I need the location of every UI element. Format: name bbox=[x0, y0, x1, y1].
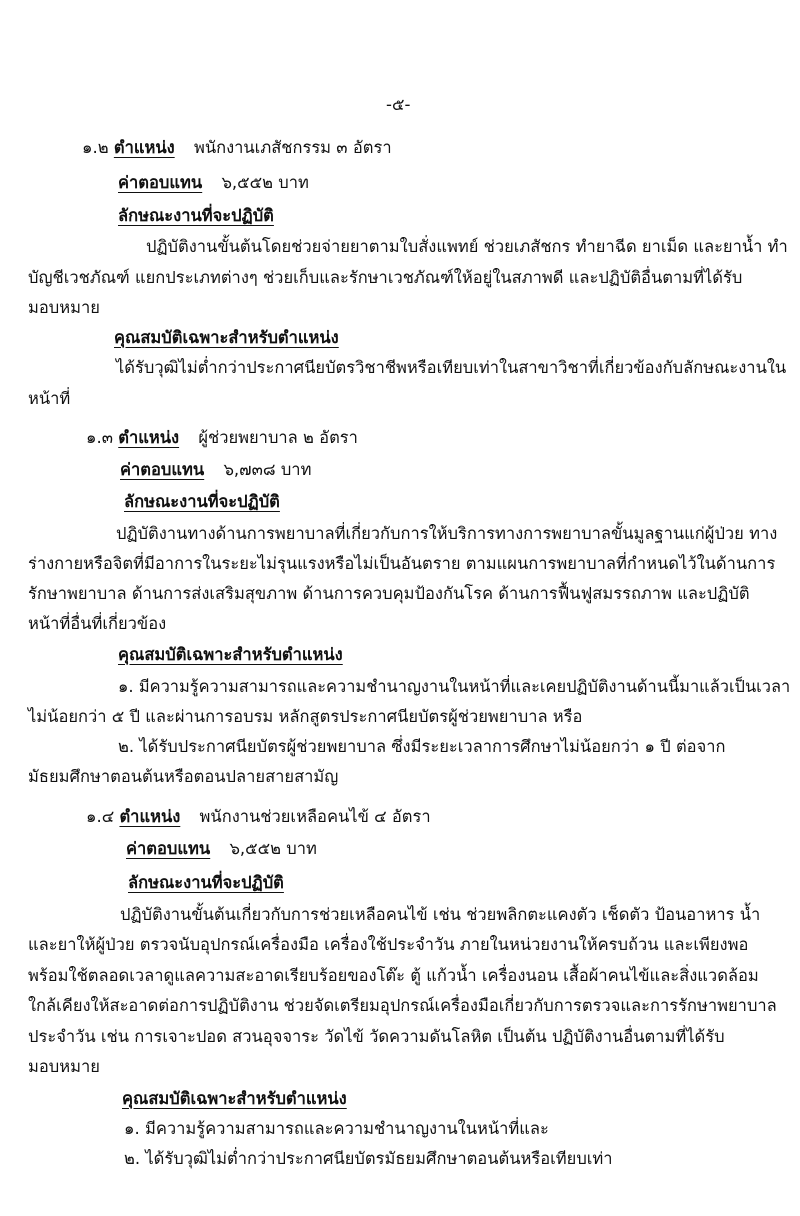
duties-line: ปฏิบัติงานขั้นต้นโดยช่วยจ่ายยาตามใบสั่งแพทย์ ช่วยเภสัชกร ทำยาฉีด ยาเม็ด และยาน้ำ ทำ bbox=[146, 237, 788, 256]
qualification-line: ๑. มีความรู้ความสามารถและความชำนาญงานในหน้าที่และ bbox=[124, 1119, 549, 1138]
duties-line: มอบหมาย bbox=[28, 298, 100, 317]
duties-line: หน้าที่อื่นที่เกี่ยวข้อง bbox=[28, 614, 167, 633]
section-number: ๑.๔ bbox=[86, 807, 115, 826]
duties-line: รักษาพยาบาล ด้านการส่งเสริมสุขภาพ ด้านการควบคุมป้องกันโรค ด้านการฟื้นฟูสมรรถภาพ และปฏิบัติ bbox=[28, 584, 750, 603]
duties-line: ปฏิบัติงานขั้นต้นเกี่ยวกับการช่วยเหลือคนไข้ เช่น ช่วยพลิกตะแคงตัว เช็ดตัว ป้อนอาหาร น้ำ bbox=[120, 905, 761, 924]
duties-line: พร้อมใช้ตลอดเวลาดูแลความสะอาดเรียบร้อยของโต๊ะ ตู้ แก้วน้ำ เครื่องนอน เสื้อผ้าคนไข้และสิ่งแวดล้อม bbox=[28, 966, 759, 985]
qualifications-heading: คุณสมบัติเฉพาะสำหรับตำแหน่ง bbox=[114, 328, 339, 347]
qualifications-heading: คุณสมบัติเฉพาะสำหรับตำแหน่ง bbox=[118, 645, 343, 664]
qualification-line: ๑. มีความรู้ความสามารถและความชำนาญงานในหน้าที่และเคยปฏิบัติงานด้านนี้มาแล้วเป็นเวลา bbox=[118, 677, 791, 696]
pay-value: ๖,๗๓๘ บาท bbox=[223, 460, 312, 479]
section-number: ๑.๓ bbox=[86, 428, 113, 447]
position-value: พนักงานช่วยเหลือคนไข้ ๔ อัตรา bbox=[199, 807, 431, 826]
section-1-4-pay bbox=[126, 838, 317, 860]
duties-heading: ลักษณะงานที่จะปฏิบัติ bbox=[124, 492, 280, 511]
position-value: พนักงานเภสัชกรรม ๓ อัตรา bbox=[193, 138, 392, 157]
qualifications-heading: คุณสมบัติเฉพาะสำหรับตำแหน่ง bbox=[122, 1089, 347, 1108]
qualification-line: มัธยมศึกษาตอนต้นหรือตอนปลายสายสามัญ bbox=[28, 767, 339, 786]
qualification-line: ได้รับวุฒิไม่ต่ำกว่าประกาศนียบัตรวิชาชีพหรือเทียบเท่าในสาขาวิชาที่เกี่ยวข้องกับลักษณะงานใน bbox=[116, 358, 787, 377]
duties-heading: ลักษณะงานที่จะปฏิบัติ bbox=[128, 873, 284, 892]
pay-value: ๖,๕๕๒ บาท bbox=[221, 173, 309, 192]
duties-line: ใกล้เคียงให้สะอาดต่อการปฏิบัติงาน ช่วยจัดเตรียมอุปกรณ์เครื่องมือเกี่ยวกับการตรวจและการรักษาพยาบาล bbox=[28, 996, 777, 1015]
duties-line: และยาให้ผู้ป่วย ตรวจนับอุปกรณ์เครื่องมือ เครื่องใช้ประจำวัน ภายในหน่วยงานให้ครบถ้วน และเพียงพอ bbox=[28, 935, 749, 954]
position-label: ตำแหน่ง bbox=[118, 428, 180, 447]
qualification-line: ๒. ได้รับวุฒิไม่ต่ำกว่าประกาศนียบัตรมัธยมศึกษาตอนต้นหรือเทียบเท่า bbox=[124, 1149, 613, 1168]
duties-line: ประจำวัน เช่น การเจาะปอด สวนอุจจาระ วัดไข้ วัดความดันโลหิต เป็นต้น ปฏิบัติงานอื่นตามที่ได้รับ bbox=[28, 1027, 725, 1046]
section-1-2-header bbox=[82, 137, 392, 159]
pay-label: ค่าตอบแทน bbox=[118, 173, 203, 192]
section-1-3-header bbox=[86, 427, 358, 449]
pay-value: ๖,๕๕๒ บาท bbox=[229, 839, 317, 858]
duties-line: มอบหมาย bbox=[28, 1057, 100, 1076]
section-1-4-header bbox=[86, 806, 431, 828]
qualification-line: หน้าที่ bbox=[28, 389, 71, 408]
pay-label: ค่าตอบแทน bbox=[126, 839, 211, 858]
duties-line: ร่างกายหรือจิตที่มีอาการในระยะไม่รุนแรงหรือไม่เป็นอันตราย ตามแผนการพยาบาลที่กำหนดไว้ในด้านการ bbox=[28, 554, 776, 573]
section-1-3-pay bbox=[120, 459, 311, 481]
duties-heading: ลักษณะงานที่จะปฏิบัติ bbox=[118, 206, 274, 225]
qualification-line: ไม่น้อยกว่า ๕ ปี และผ่านการอบรม หลักสูตรประกาศนียบัตรผู้ช่วยพยาบาล หรือ bbox=[28, 707, 583, 726]
qualification-line: ๒. ได้รับประกาศนียบัตรผู้ช่วยพยาบาล ซึ่งมีระยะเวลาการศึกษาไม่น้อยกว่า ๑ ปี ต่อจาก bbox=[118, 737, 726, 756]
page-number: -๕- bbox=[386, 95, 411, 114]
section-number: ๑.๒ bbox=[82, 138, 109, 157]
position-value: ผู้ช่วยพยาบาล ๒ อัตรา bbox=[198, 428, 358, 447]
pay-label: ค่าตอบแทน bbox=[120, 460, 205, 479]
duties-line: บัญชีเวชภัณฑ์ แยกประเภทต่างๆ ช่วยเก็บและรักษาเวชภัณฑ์ให้อยู่ในสภาพดี และปฏิบัติอื่นตามที่ได้รับ bbox=[28, 268, 743, 287]
position-label: ตำแหน่ง bbox=[113, 138, 175, 157]
duties-line: ปฏิบัติงานทางด้านการพยาบาลที่เกี่ยวกับการให้บริการทางการพยาบาลขั้นมูลฐานแก่ผู้ป่วย ทาง bbox=[116, 524, 778, 543]
position-label: ตำแหน่ง bbox=[119, 807, 181, 826]
section-1-2-pay bbox=[118, 172, 309, 194]
